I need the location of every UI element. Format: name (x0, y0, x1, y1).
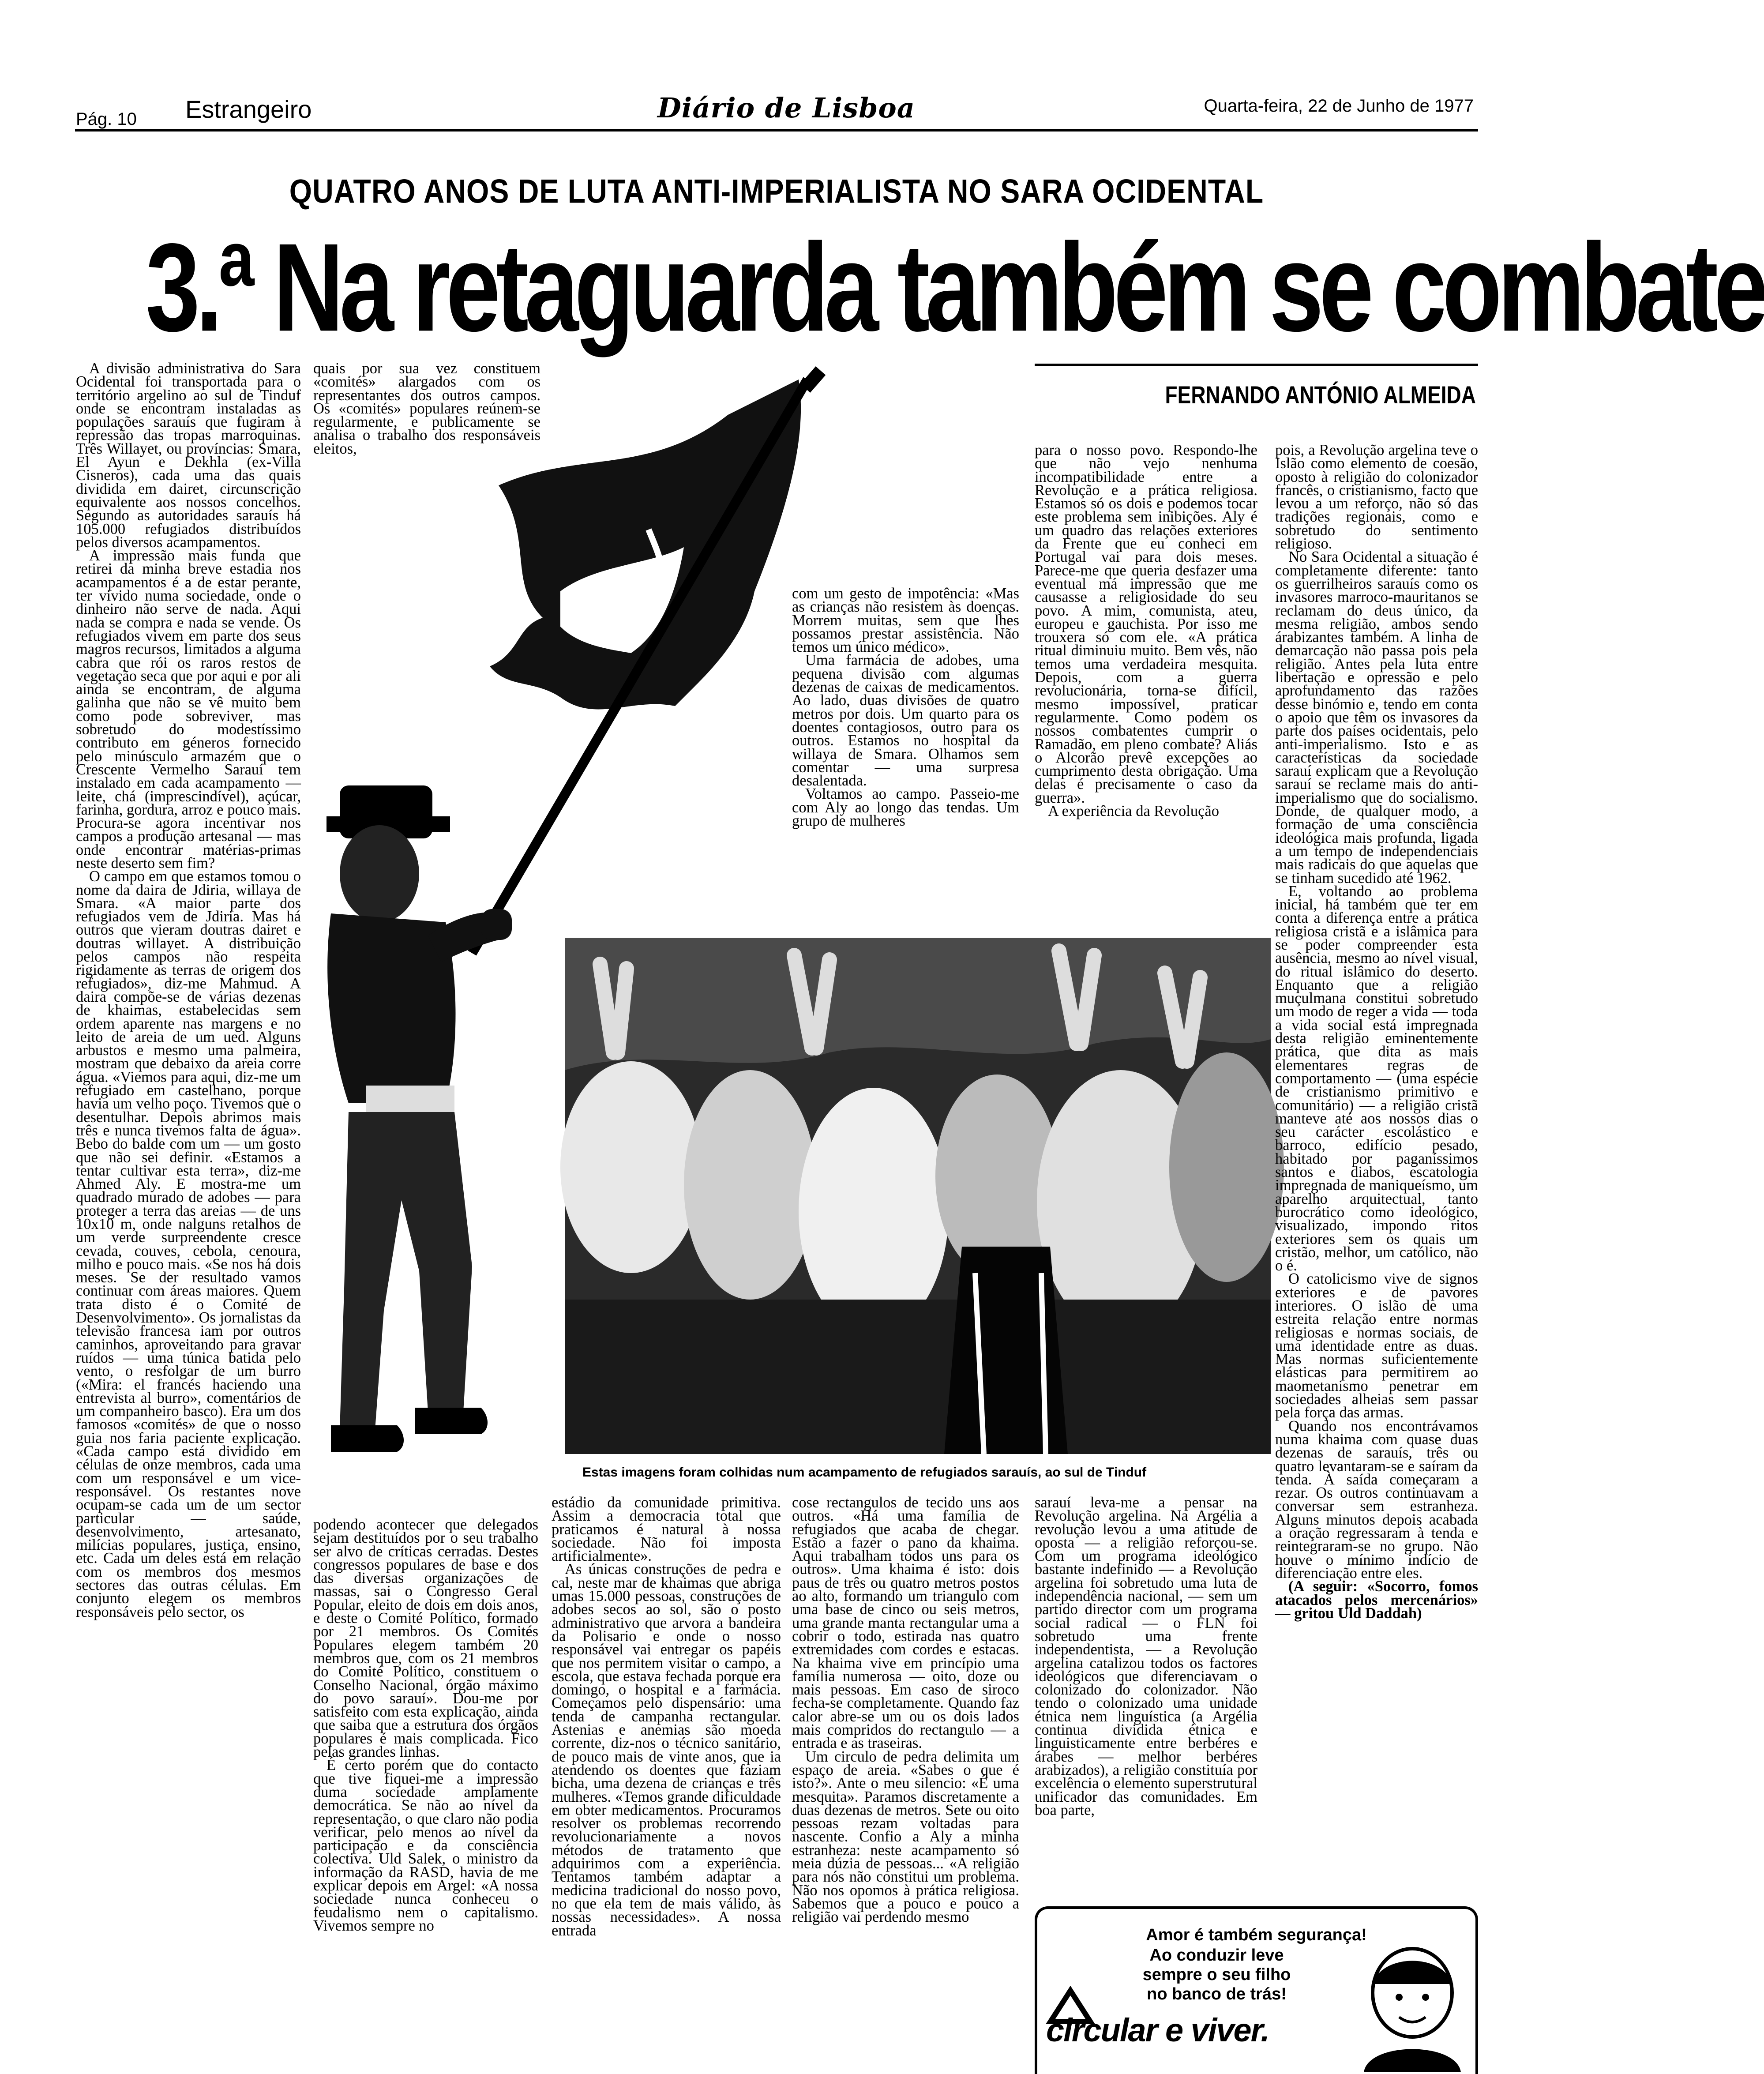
ad-logo: circular e viver. (1046, 2012, 1269, 2048)
paragraph: para o nosso povo. Respondo-lhe que não vejo nenhuma incompatibilidade entre a Revolução e a prática religiosa. Estamos só os dois e podemos tocar este problema sem inibições. Aly é um quadro das relações exteriores da Frente que eu conheci em Portugal vai para dois meses. Parece-me que queria desfazer uma eventual má impressão que me causasse a religiosidade do seu povo. A mim, comunista, ateu, europeu e gauchista. Por isso me trouxera só com ele. «A prática ritual diminuiu muito. Bem vês, não temos uma verdadeira mesquita. Depois, com a guerra revolucionária, torna-se difícil, mesmo impossível, praticar regularmente. Como podem os nossos combatentes cumprir o Ramadão, em pleno combate? Aliás o Alcorão prevê excepções ao cumprimento desta obrigação. Uma delas é precisamente o caso da guerra». (1035, 442, 1257, 806)
article-column-1 (76, 362, 301, 2070)
paragraph: É certo porém que do contacto que tive fiquei-me a impressão duma sociedade amplamente democrática. Se não ao nível da representação, o que claro não podia verificar, pelo menos ao nível da participação e da consciência colectiva. Uld Salek, o ministro da informação da RASD, havia de me explicar depois em Argel: «A nossa sociedade nunca conheceu o feudalismo nem o capitalismo. Vivemos sempre no (313, 1757, 538, 1934)
crowd-image (565, 938, 1271, 1454)
paragraph: A divisão administrativa do Sara Ocidental foi transportada para o território argelino ao sul de Tinduf onde se encontram instaladas as populações sarauís que fugiram à repressão das tropas marroquinas. Três Willayet, ou províncias: Smara, El Ayun e Dekhla (ex-Villa Cisneros), cada uma das quais dividida em dairet, circunscrição equivalente aos nossos concelhos. Segundo as autoridades sarauís há 105.000 refugiados distribuídos pelos diversos acampamentos. (76, 360, 301, 551)
road-safety-ad (1035, 1906, 1478, 2074)
article-column-6 (1275, 443, 1478, 1900)
paragraph: cose rectangulos de tecido uns aos outros. «Há uma família de refugiados que acaba de chegar. Estão a fazer o pano da khaima. Aqui trabalham todos uns para os outros». Uma khaima é isto: dois paus de três ou quatro metros postos ao alto, formando um triangulo com uma base de cinco ou seis metros, uma grande manta rectangular uma a cobrir o todo, estirada nas quatro extremidades com cordes e estacas. Na khaima vive em princípio uma família numerosa — oito, doze ou mais pessoas. Em caso de siroco fecha-se completamente. Quando faz calor abre-se um ou os dois lados mais compridos do rectangulo — a entrada e as traseiras. (792, 1494, 1019, 1752)
paragraph: podendo acontecer que delegados sejam destituídos por o seu trabalho ser alvo de críticas cerradas. Destes congressos populares de base e dos das diversas organizações de massas, sai o Congresso Geral Popular, eleito de dois em dois anos, e deste o Comité Político, formado por 21 membros. Os Comités Populares elegem também 20 membros que, com os 21 membros do Comité Político, constituem o Conselho Nacional, órgão máximo do povo sarauí». Dou-me por satisfeito com esta explicação, ainda que saiba que a estrutura dos órgãos populares é mais complicada. Fico pelas grandes linhas. (313, 1516, 538, 1761)
paragraph: Voltamos ao campo. Passeio-me com Aly ao longo das tendas. Um grupo de mulheres (792, 785, 1019, 830)
paragraph: sarauí leva-me a pensar na Revolução argelina. Na Argélia a revolução levou a uma atitude de oposta — a religião reforçou-se. Com um programa ideológico bastante indefinido — a Revolução argelina foi sobretudo uma luta de independência nacional, — sem um partido director com um programa social radical — o FLN foi sobretudo uma frente independentista, — a Revolução argelina catalizou todos os factores ideológicos que diferenciavam o colonizado do colonizador. Não tendo o colonizado uma unidade étnica nem linguística (a Argélia continua dividida étnica e linguisticamente entre berbéres e árabes — melhor berbéres arabizados), a religião constituía por excelência o elemento superstrutural unificador das comunidades. Em boa parte, (1035, 1494, 1257, 1819)
article-continuation-note: (A seguir: «Socorro, fomos atacados pelos mercenários» — gritou Uld Daddah) (1275, 1578, 1478, 1622)
article-column-4-bottom (792, 1496, 1019, 2070)
article-column-5-top (1035, 443, 1257, 933)
header-rule (75, 129, 1478, 132)
article-column-5-bottom (1035, 1496, 1257, 1902)
crowd-photo (565, 938, 1271, 1454)
paragraph: O campo em que estamos tomou o nome da daira de Jdiria, willaya de Smara. «A maior parte dos refugiados vem de Jdiria. Mas há outros que vieram doutras dairet e doutras willayet. A distribuição pelos campos não respeita rigidamente as terras de origem dos refugiados», diz-me Mahmud. A daira compõe-se de várias dezenas de khaimas, estabelecidas sem ordem aparente nas margens e no leito de areia de um ued. Alguns arbustos e mesmo uma palmeira, mostram que debaixo da areia corre água. «Viemos para aqui, diz-me um refugiado em castelhano, porque havia um velho poço. Tivemos que o desentulhar. Depois abrimos mais três e nunca tivemos falta de água». Bebo do balde com um — um gosto que não sei definir. «Estamos a tentar cultivar esta terra», diz-me Ahmed Aly. E mostra-me um quadrado murado de adobes — para proteger a terra das areias — de uns 10x10 m, onde nalguns retalhos de um verde surpreendente cresce cevada, couves, cebola, cenoura, milho e pouco mais. «Se nos há dois meses. Se der resultado vamos continuar com áreas maiores. Quem trata disto é o Comité de Desenvolvimento». Os jornalistas da televisão francesa iam por outros caminhos, aproveitando para gravar ruídos — uma túnica batida pelo vento, o resfolgar de um burro («Mira: el francés haciendo una entrevista al burro», comentários de um companheiro basco). Era um dos famosos «comités» de que o nosso guia nos faria paciente explicação. «Cada campo está dividido em células de onze membros, cada uma com um responsável e um vice-responsável. Os restantes nove ocupam-se cada um de um sector particular — saúde, desenvolvimento, artesanato, milícias populares, justiça, ensino, etc. Cada um deles está em relação com os membros dos mesmos sectores das outras células. Em conjunto elegem os membros responsáveis pelo sector, os (76, 868, 301, 1620)
photo-caption: Estas imagens foram colhidas num acampamento de refugiados sarauís, ao sul de Tinduf (582, 1465, 1147, 1480)
paragraph: Uma farmácia de adobes, uma pequena divisão com algumas dezenas de caixas de medicamentos. Ao lado, duas divisões de quatro metros por dois. Um quarto para os doentes contagiosos, outro para os outros. Estamos no hospital da willaya de Smara. Olhamos sem comentar — uma surpresa desalentada. (792, 652, 1019, 789)
paragraph: com um gesto de impotência: «Mas as crianças não resistem às doenças. Morrem muitas, sem que lhes possamos prestar assistência. Não temos um único médico». (792, 585, 1019, 656)
child-illustration-icon (1355, 1944, 1470, 2072)
ad-slogan-2: Ao conduzir leve (1149, 1946, 1284, 1965)
paragraph: A experiência da Revolução (1048, 803, 1219, 820)
paragraph: Quando nos encontrávamos numa khaima com quase duas dezenas de sarauís, três ou quatro levantaram-se e saíram da tenda. À saída começaram a rezar. Os outros continuavam a conversar sem estranheza. Alguns minutos depois acabada a oração regressaram à tenda e reintegraram-se no grupo. Não houve o mínimo indício de diferenciação entre eles. (1275, 1417, 1478, 1582)
paragraph: estádio da comunidade primitiva. Assim a democracia total que praticamos é natural à nossa sociedade. Não foi imposta artificialmente». (552, 1494, 781, 1565)
article-column-3 (552, 1496, 781, 2070)
paragraph: E, voltando ao problema inicial, há também que ter em conta a diferença entre a prática religiosa cristã e a islâmica para se poder compreender esta ausência, mesmo ao nível visual, do ritual islâmico do deserto. Enquanto que a religião muçulmana constitui sobretudo um modo de reger a vida — toda a vida social está impregnada desta religião eminentemente prática, que dita as mais elementares regras de comportamento — (uma espécie de cristianismo primitivo e comunitário) — a religião cristã manteve até aos nossos dias o seu carácter escolástico e barroco, edifício pesado, habitado por paganíssimos santos e diabos, escatologia impregnada de maniqueísmo, um aparelho arquitectual, tanto burocrático como ideológico, visualizado, impondo ritos exteriores sem os quais um cristão, melhor, um católico, não o é. (1275, 883, 1478, 1274)
masthead: Diário de Lisboa (657, 92, 915, 124)
paragraph: O catolicismo vive de signos exteriores e de pavores interiores. O islão de uma estreita relação entre normas religiosas e normas sociais, de uma identidade entre as duas. Mas normas suficientemente elásticas para permitirem ao maometanismo penetrar em sociedades alheias sem passar pela força das armas. (1275, 1270, 1478, 1421)
section-label: Estrangeiro (185, 95, 312, 123)
paragraph: A impressão mais funda que retirei da minha breve estadia nos acampamentos é a de estar perante, ter vivido numa sociedade, onde o dinheiro não serve de nada. Aqui nada se compra e nada se vende. Os refugiados vivem em parte dos seus magros recursos, limitados a alguma cabra que rói os raros restos de vegetação seca que por aqui e por ali ainda se encontram, de alguma galinha que não se vê muito bem como pode sobreviver, mas sobretudo do modestíssimo contributo em géneros fornecido pelo minúsculo armazém que o Crescente Vermelho Sarauí tem instalado em cada acampamento — leite, chá (imprescindível), açúcar, farinha, gordura, arroz e pouco mais. Procura-se agora incentivar nos campos a produção artesanal — mas onde encontrar matérias-primas neste deserto sem fim? (76, 547, 301, 872)
issue-date: Quarta-feira, 22 de Junho de 1977 (1204, 96, 1474, 116)
ad-slogan-3: sempre o seu filho (1142, 1965, 1291, 1984)
author-rule (1035, 364, 1478, 366)
page-number: Pág. 10 (76, 109, 137, 129)
article-column-4-top (792, 587, 1019, 931)
headline: 3.ª Na retaguarda também se combate (146, 218, 1764, 358)
paragraph: Um circulo de pedra delimita um espaço de areia. «Sabes o que é isto?». Ante o meu silencio: «É uma mesquita». Paramos discretamente a duas dezenas de metros. Sete ou oito pessoas rezam voltadas para nascente. Confio a Aly a minha estranheza: neste acampamento só meia dúzia de pessoas... «A religião para nós não constitui um problema. Não nos opomos à prática religiosa. Sabemos que a pouco e pouco a religião vai perdendo mesmo (792, 1748, 1019, 1926)
ad-slogan-1: Amor é também segurança! (1146, 1926, 1367, 1944)
article-column-2-top (313, 362, 540, 499)
byline: FERNANDO ANTÓNIO ALMEIDA (1165, 381, 1476, 409)
article-column-2-bottom (313, 1518, 538, 2070)
paragraph: As únicas construções de pedra e cal, neste mar de khaimas que abriga umas 15.000 pessoas, construções de adobes secos ao sol, são o posto administrativo que arvora a bandeira da Polisario e onde o nosso responsável vai entregar os papéis que nos permitem visitar o campo, a escola, que estava fechada porque era domingo, o hospital e a farmácia. Começamos pelo dispensário: uma tenda de campanha rectangular. Astenias e anemias são moeda corrente, diz-nos o técnico sanitário, de pouco mais de vinte anos, que ia atendendo os doentes que faziam bicha, uma dezena de crianças e três mulheres. «Temos grande dificuldade em obter medicamentos. Procuramos resolver os problemas recorrendo revolucionariamente a novos métodos de tratamento que adquirimos com a experiência. Tentamos também adaptar a medicina tradicional do nosso povo, no que ela tem de mais válido, às nossas necessidades». A nossa entrada (552, 1561, 781, 1939)
paragraph: quais por sua vez constituem «comités» alargados com os representantes dos outros campos. Os «comités» populares reúnem-se regularmente, e publicamente se analisa o trabalho dos responsáveis eleitos, (313, 360, 540, 457)
paragraph: No Sara Ocidental a situação é completamente diferente: tanto os guerrilheiros sarauís como os invasores marroco-mauritanos se reclamam do deus único, da mesma religião, ambos sendo árabizantes também. A linha de demarcação não passa pois pela religião. Antes pela luta entre libertação e opressão e pelo aprofundamento das razões desse binómio e, tendo em conta o apoio que têm os invasores da parte dos países ocidentais, pelo anti-imperialismo. Isto e as características da sociedade sarauí explicam que a Revolução sarauí se reclame mais do anti-imperialismo que do socialismo. Donde, de qualquer modo, a formação de uma consciência ideológica mais profunda, ligada a um tempo de independenciais mais radicais do que aquelas que se tinham sucedido até 1962. (1275, 549, 1478, 887)
paragraph: pois, a Revolução argelina teve o Islão como elemento de coesão, oposto à religião do colonizador francês, o cristianismo, facto que levou a um reforço, não só das tradições regionais, como e sobretudo do sentimento religioso. (1275, 442, 1478, 552)
kicker: QUATRO ANOS DE LUTA ANTI-IMPERIALISTA NO SARA OCIDENTAL (289, 172, 1264, 210)
ad-slogan-4: no banco de trás! (1147, 1985, 1287, 2003)
